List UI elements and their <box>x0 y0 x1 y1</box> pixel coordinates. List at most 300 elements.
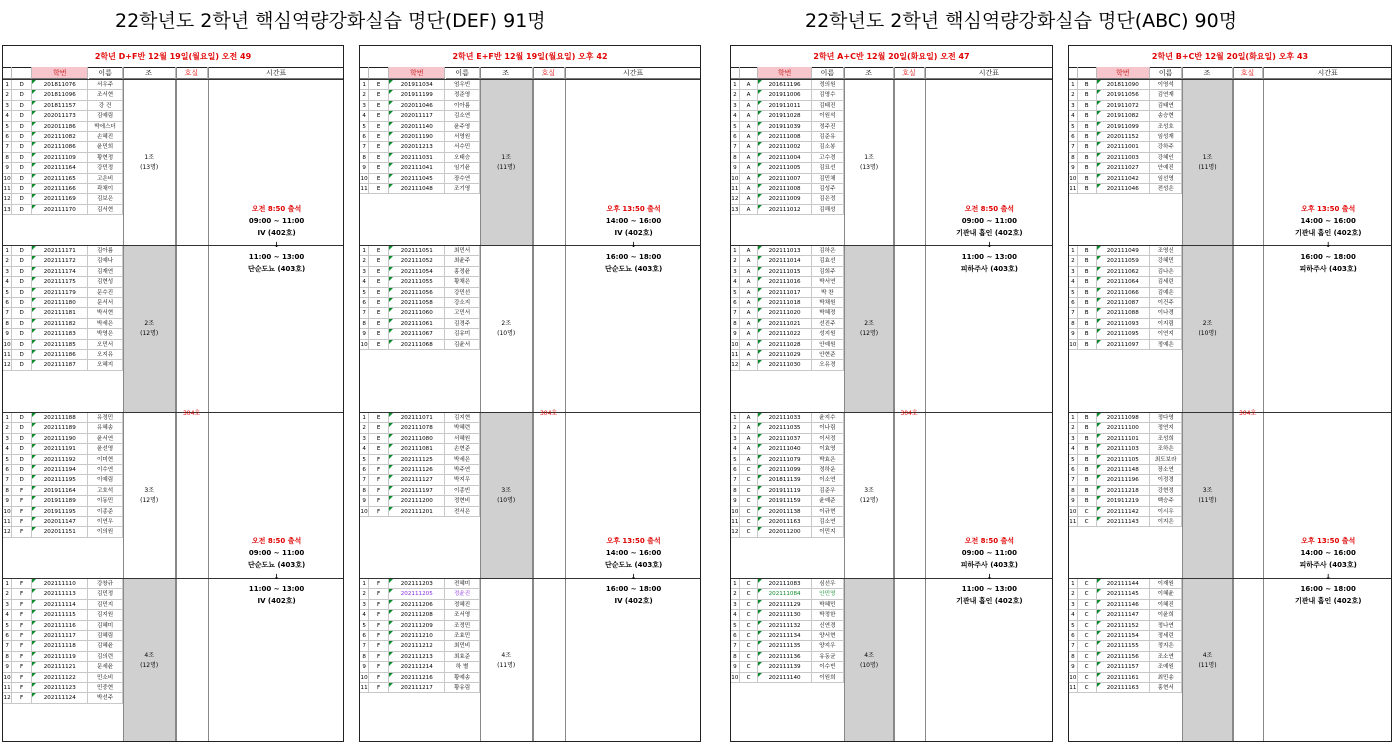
table-row <box>1069 122 1182 132</box>
col-header-group: 조 <box>480 67 533 79</box>
table-row <box>731 205 844 215</box>
group-label: 4조 <box>501 652 511 659</box>
student-name: 조성희 <box>1150 434 1182 443</box>
class-letter: C <box>740 579 759 588</box>
student-id: 202111008 <box>758 184 811 193</box>
student-name: 이민지 <box>812 527 844 536</box>
student-id: 201911006 <box>758 90 811 99</box>
student-name: 선진주 <box>812 319 844 328</box>
student-name: 최민비 <box>446 641 480 650</box>
table-row <box>3 277 123 287</box>
col-header-name: 이름 <box>446 67 480 79</box>
group-count: (12명) <box>140 496 159 504</box>
col-header-schedule: 시간표 <box>565 67 701 79</box>
student-id: 202111045 <box>389 174 445 183</box>
student-name: 김소봉 <box>812 142 844 151</box>
group-cell <box>844 246 894 412</box>
student-name: 이종준 <box>89 507 123 516</box>
student-id: 202111195 <box>32 475 88 484</box>
student-name: 황예송 <box>446 673 480 682</box>
row-number: 4 <box>3 277 12 286</box>
student-id: 202011213 <box>389 142 445 151</box>
class-letter: F <box>369 662 389 671</box>
table-row <box>360 256 480 266</box>
note-marker <box>32 610 36 614</box>
row-number: 9 <box>1069 662 1078 671</box>
group-cell <box>1182 579 1232 742</box>
table-row <box>360 90 480 100</box>
student-id: 202111144 <box>1097 579 1150 588</box>
note-marker <box>1097 267 1101 271</box>
table-row <box>360 80 480 90</box>
note-marker <box>758 90 762 94</box>
student-name: 이수연 <box>89 465 123 474</box>
note-marker <box>389 277 393 281</box>
table-row <box>731 256 844 266</box>
note-marker <box>1097 90 1101 94</box>
row-number: 8 <box>360 486 369 495</box>
row-number: 3 <box>3 267 12 276</box>
student-id: 202111146 <box>1097 600 1150 609</box>
col-header-num <box>360 67 369 79</box>
student-name: 안민영 <box>812 589 844 598</box>
table-row <box>3 579 123 589</box>
schedule-line: 09:00 ~ 11:00 <box>961 549 1018 557</box>
student-id: 202111117 <box>32 631 88 640</box>
note-marker <box>758 153 762 157</box>
table-row <box>360 184 480 194</box>
student-id: 202111081 <box>389 444 445 453</box>
group-cell <box>123 246 176 412</box>
row-number: 7 <box>360 641 369 650</box>
student-name: 조기영 <box>446 184 480 193</box>
class-letter: C <box>740 631 759 640</box>
class-letter: B <box>1078 101 1097 110</box>
student-id: 202111008 <box>758 132 811 141</box>
student-name: 유정민 <box>89 413 123 422</box>
student-name: 김경주 <box>446 319 480 328</box>
note-marker <box>758 455 762 459</box>
row-number: 10 <box>731 175 739 182</box>
note-marker <box>389 288 393 292</box>
student-name: 김세린 <box>1150 277 1182 286</box>
group-label: 1조 <box>1202 153 1213 161</box>
table-row <box>1069 631 1182 641</box>
table-row <box>1069 319 1182 329</box>
class-letter: D <box>12 277 32 286</box>
note-marker <box>389 132 393 136</box>
student-id: 202111082 <box>32 132 88 141</box>
table-row <box>3 475 123 485</box>
row-number: 8 <box>731 652 740 661</box>
row-number: 6 <box>360 465 369 474</box>
student-name: 김아름 <box>89 246 123 255</box>
class-letter: B <box>1078 288 1097 297</box>
row-number: 8 <box>3 486 12 495</box>
student-id: 202111145 <box>1097 589 1150 598</box>
table-row <box>360 652 480 662</box>
note-marker <box>1097 455 1101 459</box>
row-number: 4 <box>3 444 12 453</box>
class-letter: D <box>12 475 32 484</box>
class-letter: C <box>1078 610 1097 619</box>
row-number: 6 <box>360 631 369 640</box>
student-id: 202111196 <box>1097 475 1150 484</box>
table-row <box>3 340 123 350</box>
class-letter: A <box>740 288 759 297</box>
class-letter: F <box>12 589 32 598</box>
student-id: 202111125 <box>389 455 445 464</box>
student-id: 201911011 <box>758 101 811 110</box>
class-letter: E <box>369 142 389 151</box>
schedule-line: IV (402호) <box>614 597 653 605</box>
panel-header: 2학년 E+F반 12월 19일(월요일) 오후 42 <box>360 46 700 68</box>
row-number: 1 <box>1069 579 1078 588</box>
student-name: 김민지 <box>89 600 123 609</box>
student-name: 오유경 <box>812 360 844 369</box>
table-row <box>1069 517 1182 527</box>
table-row <box>360 662 480 672</box>
row-number: 9 <box>3 329 12 338</box>
class-letter: C <box>740 673 759 682</box>
student-name: 최윤주 <box>446 256 480 265</box>
group-count: (11명) <box>1198 662 1217 669</box>
note-marker <box>389 434 393 438</box>
note-marker <box>1097 517 1101 521</box>
note-marker <box>32 507 36 511</box>
row-number: 7 <box>3 475 12 484</box>
student-id: 202111015 <box>758 267 811 276</box>
table-row <box>1069 256 1182 266</box>
table-row <box>731 319 844 329</box>
class-letter: F <box>12 631 32 640</box>
student-id: 202111088 <box>1097 308 1150 317</box>
class-letter: F <box>12 600 32 609</box>
note-marker <box>32 517 36 521</box>
class-letter: A <box>740 101 759 110</box>
student-id: 202111217 <box>389 683 445 692</box>
table-row <box>731 101 844 111</box>
note-marker <box>389 142 393 146</box>
class-letter: D <box>12 298 32 307</box>
class-letter: E <box>369 256 389 265</box>
student-id: 202111083 <box>758 579 811 588</box>
note-marker <box>32 246 36 250</box>
class-letter: A <box>740 329 759 338</box>
table-row <box>360 142 480 152</box>
class-letter: A <box>740 90 759 99</box>
group-label: 3조 <box>1202 486 1213 494</box>
row-number: 6 <box>731 631 740 640</box>
note-marker <box>758 517 762 521</box>
student-name: 최도보라 <box>1150 455 1182 464</box>
table-row <box>1069 610 1182 620</box>
note-marker <box>1097 184 1101 188</box>
class-letter: C <box>1078 579 1097 588</box>
student-name: 최효준 <box>446 652 480 661</box>
schedule-block <box>565 203 701 275</box>
class-letter: B <box>1078 340 1097 349</box>
row-number: 5 <box>1069 288 1078 297</box>
table-row <box>731 662 844 672</box>
student-name: 김묘선 <box>812 163 844 172</box>
student-id: 202111154 <box>1097 631 1150 640</box>
class-letter: F <box>369 631 389 640</box>
student-name: 정주진 <box>812 122 844 131</box>
student-name: 이연우 <box>89 517 123 526</box>
row-number: 1 <box>1069 246 1078 255</box>
table-row <box>360 455 480 465</box>
student-name: 김혜림 <box>89 631 123 640</box>
student-id: 201911195 <box>32 507 88 516</box>
student-id: 202111105 <box>1097 455 1150 464</box>
class-letter: C <box>740 652 759 661</box>
student-name: 성지원 <box>812 329 844 338</box>
row-number: 11 <box>1069 186 1077 192</box>
group-label: 1조 <box>144 153 154 161</box>
col-header-name: 이름 <box>1150 67 1182 79</box>
row-number: 2 <box>1069 589 1078 598</box>
student-name: 이영석 <box>1150 80 1182 89</box>
class-letter: B <box>1078 80 1097 89</box>
class-letter: B <box>1078 184 1097 193</box>
student-name: 고수경 <box>812 153 844 162</box>
table-row <box>3 589 123 599</box>
class-letter: D <box>12 413 32 422</box>
student-id: 202111132 <box>758 621 811 630</box>
class-letter: D <box>12 132 32 141</box>
student-name: 정윤진 <box>446 589 480 598</box>
note-marker <box>389 308 393 312</box>
student-id: 202111139 <box>758 662 811 671</box>
attendance-time: 오후 13:50 출석 <box>606 537 661 545</box>
student-id: 202111003 <box>1097 153 1150 162</box>
table-row <box>731 80 844 90</box>
student-name: 고민서 <box>446 308 480 317</box>
student-id: 201811090 <box>1097 80 1150 89</box>
row-number: 8 <box>360 319 369 328</box>
note-marker <box>32 132 36 136</box>
student-id: 202111172 <box>32 256 88 265</box>
student-name: 박선주 <box>89 693 123 702</box>
student-id: 202111014 <box>758 256 811 265</box>
class-letter: A <box>740 142 759 151</box>
note-marker <box>32 673 36 677</box>
student-id: 202111213 <box>389 652 445 661</box>
student-id: 202111205 <box>389 589 445 598</box>
table-row <box>3 288 123 298</box>
table-row <box>731 350 844 360</box>
student-id: 201911219 <box>1097 496 1150 505</box>
student-id: 202111054 <box>389 267 445 276</box>
class-letter: D <box>12 153 32 162</box>
student-name: 조성호 <box>1150 122 1182 131</box>
student-name: 김지현 <box>446 413 480 422</box>
table-row <box>3 256 123 266</box>
student-id: 202111156 <box>1097 652 1150 661</box>
student-id: 202111013 <box>758 246 811 255</box>
group-count: (11명) <box>1198 496 1217 504</box>
table-row <box>731 455 844 465</box>
table-row <box>3 621 123 631</box>
class-letter: B <box>1078 132 1097 141</box>
student-name: 서우주 <box>89 80 123 89</box>
class-letter: C <box>1078 662 1097 671</box>
student-id: 202111164 <box>32 163 88 172</box>
student-id: 202111031 <box>389 153 445 162</box>
class-letter: A <box>740 350 759 359</box>
student-id: 202111037 <box>758 434 811 443</box>
student-name: 김소연 <box>812 517 844 526</box>
schedule-panel <box>359 45 701 742</box>
student-id: 202111067 <box>389 329 445 338</box>
note-marker <box>32 174 36 178</box>
note-marker <box>1097 256 1101 260</box>
class-letter: D <box>12 90 32 99</box>
table-row <box>731 90 844 100</box>
row-number: 4 <box>3 610 12 619</box>
note-marker <box>32 621 36 625</box>
class-letter: C <box>1078 652 1097 661</box>
attendance-time: 오전 8:50 출석 <box>251 205 302 213</box>
student-name: 이소연 <box>812 475 844 484</box>
class-letter: D <box>12 142 32 151</box>
row-number: 12 <box>731 196 739 203</box>
row-number: 4 <box>731 111 740 120</box>
row-number: 10 <box>3 674 11 681</box>
note-marker <box>758 641 762 645</box>
row-number: 5 <box>731 455 740 464</box>
table-row <box>1069 673 1182 683</box>
schedule-line: 피하주사 (403호) <box>960 265 1019 273</box>
class-letter: A <box>740 122 759 131</box>
table-row <box>360 486 480 496</box>
table-row <box>1069 298 1182 308</box>
student-id: 201911199 <box>389 90 445 99</box>
class-letter: B <box>1078 434 1097 443</box>
col-header-group: 조 <box>1182 67 1232 79</box>
table-row <box>3 673 123 683</box>
student-id: 202111004 <box>758 153 811 162</box>
student-name: 김윤서 <box>446 340 480 349</box>
row-number: 9 <box>3 496 12 505</box>
student-id: 202111115 <box>32 610 88 619</box>
note-marker <box>32 652 36 656</box>
class-letter: D <box>12 288 32 297</box>
student-id: 202111049 <box>1097 246 1150 255</box>
student-id: 202011117 <box>389 111 445 120</box>
student-id: 202111210 <box>389 631 445 640</box>
student-name: 황유림 <box>446 683 480 692</box>
table-row <box>731 496 844 506</box>
class-letter: F <box>369 579 389 588</box>
group-cell <box>123 413 176 578</box>
row-number: 6 <box>3 132 12 141</box>
student-name: 장소연 <box>1150 465 1182 474</box>
student-id: 202111206 <box>389 600 445 609</box>
student-id: 202111161 <box>1097 673 1150 682</box>
student-name: 오지유 <box>89 350 123 359</box>
class-letter: D <box>12 122 32 131</box>
row-number: 3 <box>731 101 740 110</box>
row-number: 7 <box>360 475 369 484</box>
class-letter: D <box>12 444 32 453</box>
class-letter: C <box>740 641 759 650</box>
row-number: 5 <box>731 288 740 297</box>
table-row <box>3 298 123 308</box>
student-id: 202111188 <box>32 413 88 422</box>
class-letter: B <box>1078 298 1097 307</box>
row-number: 10 <box>3 508 11 515</box>
column-divider <box>1233 67 1234 741</box>
group-count: (10명) <box>860 662 879 669</box>
note-marker <box>389 465 393 469</box>
class-letter: D <box>12 350 32 359</box>
student-id: 202111126 <box>389 465 445 474</box>
note-marker <box>1097 246 1101 250</box>
class-letter: A <box>740 194 759 203</box>
col-header-name: 이름 <box>89 67 123 79</box>
class-letter: B <box>1078 455 1097 464</box>
schedule-line: ↓ <box>1325 241 1332 249</box>
student-name: 강민정 <box>89 163 123 172</box>
schedule-line: 14:00 ~ 16:00 <box>605 549 662 557</box>
row-number: 8 <box>360 652 369 661</box>
group-label: 3조 <box>501 486 511 494</box>
note-marker <box>758 621 762 625</box>
student-name: 박혜정 <box>812 308 844 317</box>
student-id: 201911189 <box>32 496 88 505</box>
row-number: 5 <box>3 621 12 630</box>
row-number: 1 <box>3 579 12 588</box>
note-marker <box>1097 652 1101 656</box>
class-letter: B <box>1078 246 1097 255</box>
class-letter: D <box>12 423 32 432</box>
class-letter: C <box>740 507 759 516</box>
table-row <box>360 475 480 485</box>
student-id: 202011138 <box>758 507 811 516</box>
note-marker <box>389 80 393 84</box>
class-letter: F <box>12 683 32 692</box>
student-id: 202011190 <box>389 132 445 141</box>
student-id: 202111214 <box>389 662 445 671</box>
note-marker <box>389 101 393 105</box>
student-id: 201911082 <box>1097 111 1150 120</box>
student-id: 202111114 <box>32 600 88 609</box>
note-marker <box>1097 600 1101 604</box>
student-id: 202111071 <box>389 413 445 422</box>
student-name: 김민정 <box>89 589 123 598</box>
row-number: 10 <box>3 341 11 348</box>
note-marker <box>758 246 762 250</box>
note-marker <box>32 693 36 697</box>
note-marker <box>1097 507 1101 511</box>
table-row <box>731 517 844 527</box>
class-letter: C <box>740 517 759 526</box>
group-label: 4조 <box>1202 652 1213 659</box>
schedule-line: ↓ <box>630 573 637 581</box>
row-number: 13 <box>3 206 11 213</box>
student-name: 홍현서 <box>1150 683 1182 692</box>
student-name: 김준유 <box>812 132 844 141</box>
table-row <box>3 194 123 204</box>
class-letter: A <box>740 308 759 317</box>
row-number: 6 <box>3 465 12 474</box>
row-number: 7 <box>1069 475 1078 484</box>
note-marker <box>758 174 762 178</box>
col-header-schedule: 시간표 <box>208 67 344 79</box>
row-number: 8 <box>731 486 740 495</box>
